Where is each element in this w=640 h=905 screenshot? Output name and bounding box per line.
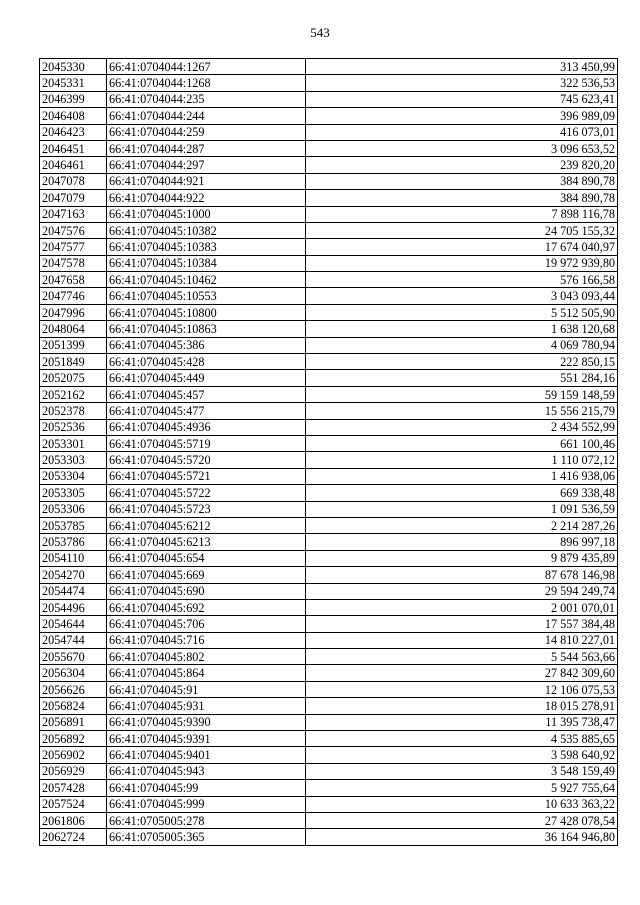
table-row [40, 534, 618, 550]
cadastral-value-cell: 15 556 215,79 [306, 403, 618, 419]
cadastral-value-cell: 9 879 435,89 [306, 550, 618, 566]
cadastral-value-cell: 661 100,46 [306, 435, 618, 451]
row-number-cell: 2053786 [40, 534, 107, 550]
cadastral-number-cell: 66:41:0704045:10382 [107, 222, 306, 238]
row-number-cell: 2047996 [40, 304, 107, 320]
table-row [40, 665, 618, 681]
row-number-cell: 2047079 [40, 190, 107, 206]
cadastral-value-cell: 416 073,01 [306, 124, 618, 140]
cadastral-number-cell: 66:41:0704045:9390 [107, 714, 306, 730]
table-row [40, 337, 618, 353]
row-number-cell: 2053785 [40, 517, 107, 533]
cadastral-number-cell: 66:41:0704045:6213 [107, 534, 306, 550]
page-number: 543 [310, 25, 330, 40]
table-row [40, 75, 618, 91]
cadastral-number-cell: 66:41:0704044:921 [107, 173, 306, 189]
cadastral-number-cell: 66:41:0704045:864 [107, 665, 306, 681]
cadastral-value-cell: 5 927 755,64 [306, 780, 618, 796]
cadastral-value-cell: 24 705 155,32 [306, 222, 618, 238]
row-number-cell: 2047578 [40, 255, 107, 271]
table-row [40, 190, 618, 206]
row-number-cell: 2052378 [40, 403, 107, 419]
table-row [40, 157, 618, 173]
cadastral-number-cell: 66:41:0704045:6212 [107, 517, 306, 533]
cadastral-number-cell: 66:41:0704045:5721 [107, 468, 306, 484]
cadastral-number-cell: 66:41:0704045:99 [107, 780, 306, 796]
table-row [40, 272, 618, 288]
row-number-cell: 2056902 [40, 747, 107, 763]
cadastral-number-cell: 66:41:0704045:654 [107, 550, 306, 566]
table-row [40, 435, 618, 451]
cadastral-value-cell: 2 001 070,01 [306, 599, 618, 615]
row-number-cell: 2051849 [40, 354, 107, 370]
table-row [40, 649, 618, 665]
cadastral-number-cell: 66:41:0704044:244 [107, 108, 306, 124]
cadastral-value-cell: 5 512 505,90 [306, 304, 618, 320]
table-row [40, 124, 618, 140]
row-number-cell: 2054474 [40, 583, 107, 599]
row-number-cell: 2053301 [40, 435, 107, 451]
cadastral-number-cell: 66:41:0704044:1267 [107, 59, 306, 75]
cadastral-number-cell: 66:41:0704045:386 [107, 337, 306, 353]
cadastral-number-cell: 66:41:0704045:931 [107, 698, 306, 714]
cadastral-value-cell: 27 428 078,54 [306, 812, 618, 828]
cadastral-value-cell: 576 166,58 [306, 272, 618, 288]
cadastral-value-cell: 1 110 072,12 [306, 452, 618, 468]
cadastral-value-cell: 7 898 116,78 [306, 206, 618, 222]
table-row [40, 485, 618, 501]
cadastral-number-cell: 66:41:0704045:10800 [107, 304, 306, 320]
row-number-cell: 2053306 [40, 501, 107, 517]
row-number-cell: 2045331 [40, 75, 107, 91]
row-number-cell: 2054270 [40, 567, 107, 583]
cadastral-number-cell: 66:41:0704045:9401 [107, 747, 306, 763]
cadastral-value-cell: 384 890,78 [306, 173, 618, 189]
table-body [40, 59, 618, 846]
cadastral-value-cell: 12 106 075,53 [306, 681, 618, 697]
cadastral-value-cell: 17 557 384,48 [306, 616, 618, 632]
table-row [40, 173, 618, 189]
table-row [40, 698, 618, 714]
cadastral-number-cell: 66:41:0704044:259 [107, 124, 306, 140]
table-row [40, 829, 618, 845]
cadastral-value-cell: 322 536,53 [306, 75, 618, 91]
cadastral-value-cell: 18 015 278,91 [306, 698, 618, 714]
row-number-cell: 2046399 [40, 91, 107, 107]
cadastral-value-cell: 222 850,15 [306, 354, 618, 370]
row-number-cell: 2048064 [40, 321, 107, 337]
cadastral-number-cell: 66:41:0704045:91 [107, 681, 306, 697]
cadastral-value-cell: 1 091 536,59 [306, 501, 618, 517]
cadastral-number-cell: 66:41:0704045:10553 [107, 288, 306, 304]
table-row [40, 59, 618, 75]
row-number-cell: 2047576 [40, 222, 107, 238]
cadastral-value-cell: 14 810 227,01 [306, 632, 618, 648]
row-number-cell: 2054644 [40, 616, 107, 632]
table-row [40, 599, 618, 615]
table-row [40, 501, 618, 517]
row-number-cell: 2051399 [40, 337, 107, 353]
table-row [40, 517, 618, 533]
table-row [40, 583, 618, 599]
cadastral-value-cell: 3 043 093,44 [306, 288, 618, 304]
cadastral-number-cell: 66:41:0704045:4936 [107, 419, 306, 435]
cadastral-number-cell: 66:41:0704044:297 [107, 157, 306, 173]
cadastral-number-cell: 66:41:0704044:1268 [107, 75, 306, 91]
cadastral-value-cell: 10 633 363,22 [306, 796, 618, 812]
cadastral-number-cell: 66:41:0704045:1000 [107, 206, 306, 222]
cadastral-value-cell: 745 623,41 [306, 91, 618, 107]
cadastral-value-cell: 4 069 780,94 [306, 337, 618, 353]
cadastral-number-cell: 66:41:0704045:10383 [107, 239, 306, 255]
row-number-cell: 2054744 [40, 632, 107, 648]
cadastral-value-cell: 29 594 249,74 [306, 583, 618, 599]
row-number-cell: 2053304 [40, 468, 107, 484]
cadastral-number-cell: 66:41:0704045:692 [107, 599, 306, 615]
cadastral-number-cell: 66:41:0704045:690 [107, 583, 306, 599]
row-number-cell: 2052075 [40, 370, 107, 386]
cadastral-value-cell: 19 972 939,80 [306, 255, 618, 271]
table-row [40, 681, 618, 697]
table-row [40, 780, 618, 796]
cadastral-value-cell: 17 674 040,97 [306, 239, 618, 255]
row-number-cell: 2052162 [40, 386, 107, 402]
cadastral-value-cell: 2 214 287,26 [306, 517, 618, 533]
cadastral-number-cell: 66:41:0704044:235 [107, 91, 306, 107]
cadastral-number-cell: 66:41:0704045:477 [107, 403, 306, 419]
row-number-cell: 2047746 [40, 288, 107, 304]
row-number-cell: 2056304 [40, 665, 107, 681]
row-number-cell: 2045330 [40, 59, 107, 75]
cadastral-number-cell: 66:41:0704045:457 [107, 386, 306, 402]
cadastral-number-cell: 66:41:0704045:10462 [107, 272, 306, 288]
row-number-cell: 2046408 [40, 108, 107, 124]
cadastral-value-cell: 1 638 120,68 [306, 321, 618, 337]
row-number-cell: 2054496 [40, 599, 107, 615]
cadastral-value-cell: 4 535 885,65 [306, 731, 618, 747]
row-number-cell: 2053305 [40, 485, 107, 501]
cadastral-number-cell: 66:41:0704045:5720 [107, 452, 306, 468]
cadastral-value-cell: 396 989,09 [306, 108, 618, 124]
table-row [40, 354, 618, 370]
cadastral-number-cell: 66:41:0705005:278 [107, 812, 306, 828]
cadastral-value-cell: 59 159 148,59 [306, 386, 618, 402]
cadastral-value-cell: 5 544 563,66 [306, 649, 618, 665]
cadastral-value-cell: 669 338,48 [306, 485, 618, 501]
row-number-cell: 2046451 [40, 140, 107, 156]
row-number-cell: 2046423 [40, 124, 107, 140]
row-number-cell: 2046461 [40, 157, 107, 173]
row-number-cell: 2057524 [40, 796, 107, 812]
table-row [40, 304, 618, 320]
row-number-cell: 2047577 [40, 239, 107, 255]
table-row [40, 714, 618, 730]
table-row [40, 386, 618, 402]
table-row [40, 812, 618, 828]
table-row [40, 550, 618, 566]
cadastral-value-cell: 11 395 738,47 [306, 714, 618, 730]
cadastral-number-cell: 66:41:0704045:5722 [107, 485, 306, 501]
row-number-cell: 2047078 [40, 173, 107, 189]
row-number-cell: 2062724 [40, 829, 107, 845]
row-number-cell: 2056626 [40, 681, 107, 697]
table-row [40, 288, 618, 304]
cadastral-number-cell: 66:41:0704045:428 [107, 354, 306, 370]
cadastral-number-cell: 66:41:0704045:5719 [107, 435, 306, 451]
table-row [40, 452, 618, 468]
cadastral-value-cell: 3 598 640,92 [306, 747, 618, 763]
table-row [40, 468, 618, 484]
cadastral-number-cell: 66:41:0704045:10384 [107, 255, 306, 271]
cadastral-value-cell: 27 842 309,60 [306, 665, 618, 681]
table-row [40, 140, 618, 156]
table-row [40, 370, 618, 386]
table-row [40, 567, 618, 583]
table-row [40, 108, 618, 124]
cadastral-value-cell: 239 820,20 [306, 157, 618, 173]
cadastral-number-cell: 66:41:0704045:9391 [107, 731, 306, 747]
table-row [40, 731, 618, 747]
cadastral-number-cell: 66:41:0704045:5723 [107, 501, 306, 517]
table-row [40, 763, 618, 779]
cadastral-number-cell: 66:41:0704045:10863 [107, 321, 306, 337]
table-row [40, 206, 618, 222]
cadastral-value-cell: 1 416 938,06 [306, 468, 618, 484]
cadastral-number-cell: 66:41:0704045:802 [107, 649, 306, 665]
table-row [40, 747, 618, 763]
cadastral-value-cell: 313 450,99 [306, 59, 618, 75]
cadastral-value-cell: 896 997,18 [306, 534, 618, 550]
table-row [40, 616, 618, 632]
cadastral-number-cell: 66:41:0704045:669 [107, 567, 306, 583]
row-number-cell: 2047163 [40, 206, 107, 222]
table-row [40, 255, 618, 271]
cadastral-value-cell: 384 890,78 [306, 190, 618, 206]
table-row [40, 419, 618, 435]
cadastral-value-cell: 3 096 653,52 [306, 140, 618, 156]
cadastral-number-cell: 66:41:0704045:449 [107, 370, 306, 386]
cadastral-value-table [39, 58, 618, 846]
row-number-cell: 2056892 [40, 731, 107, 747]
row-number-cell: 2047658 [40, 272, 107, 288]
cadastral-number-cell: 66:41:0704045:999 [107, 796, 306, 812]
cadastral-value-cell: 3 548 159,49 [306, 763, 618, 779]
row-number-cell: 2056824 [40, 698, 107, 714]
table-row [40, 403, 618, 419]
row-number-cell: 2053303 [40, 452, 107, 468]
cadastral-value-cell: 2 434 552,99 [306, 419, 618, 435]
cadastral-number-cell: 66:41:0704044:922 [107, 190, 306, 206]
cadastral-value-cell: 87 678 146,98 [306, 567, 618, 583]
table-row [40, 239, 618, 255]
row-number-cell: 2056891 [40, 714, 107, 730]
table-row [40, 91, 618, 107]
cadastral-number-cell: 66:41:0705005:365 [107, 829, 306, 845]
cadastral-value-cell: 551 284,16 [306, 370, 618, 386]
row-number-cell: 2055670 [40, 649, 107, 665]
row-number-cell: 2054110 [40, 550, 107, 566]
row-number-cell: 2052536 [40, 419, 107, 435]
cadastral-value-cell: 36 164 946,80 [306, 829, 618, 845]
table-row [40, 321, 618, 337]
cadastral-number-cell: 66:41:0704045:716 [107, 632, 306, 648]
cadastral-number-cell: 66:41:0704045:943 [107, 763, 306, 779]
row-number-cell: 2061806 [40, 812, 107, 828]
cadastral-number-cell: 66:41:0704044:287 [107, 140, 306, 156]
row-number-cell: 2056929 [40, 763, 107, 779]
table-row [40, 222, 618, 238]
row-number-cell: 2057428 [40, 780, 107, 796]
table-row [40, 632, 618, 648]
cadastral-number-cell: 66:41:0704045:706 [107, 616, 306, 632]
table-row [40, 796, 618, 812]
